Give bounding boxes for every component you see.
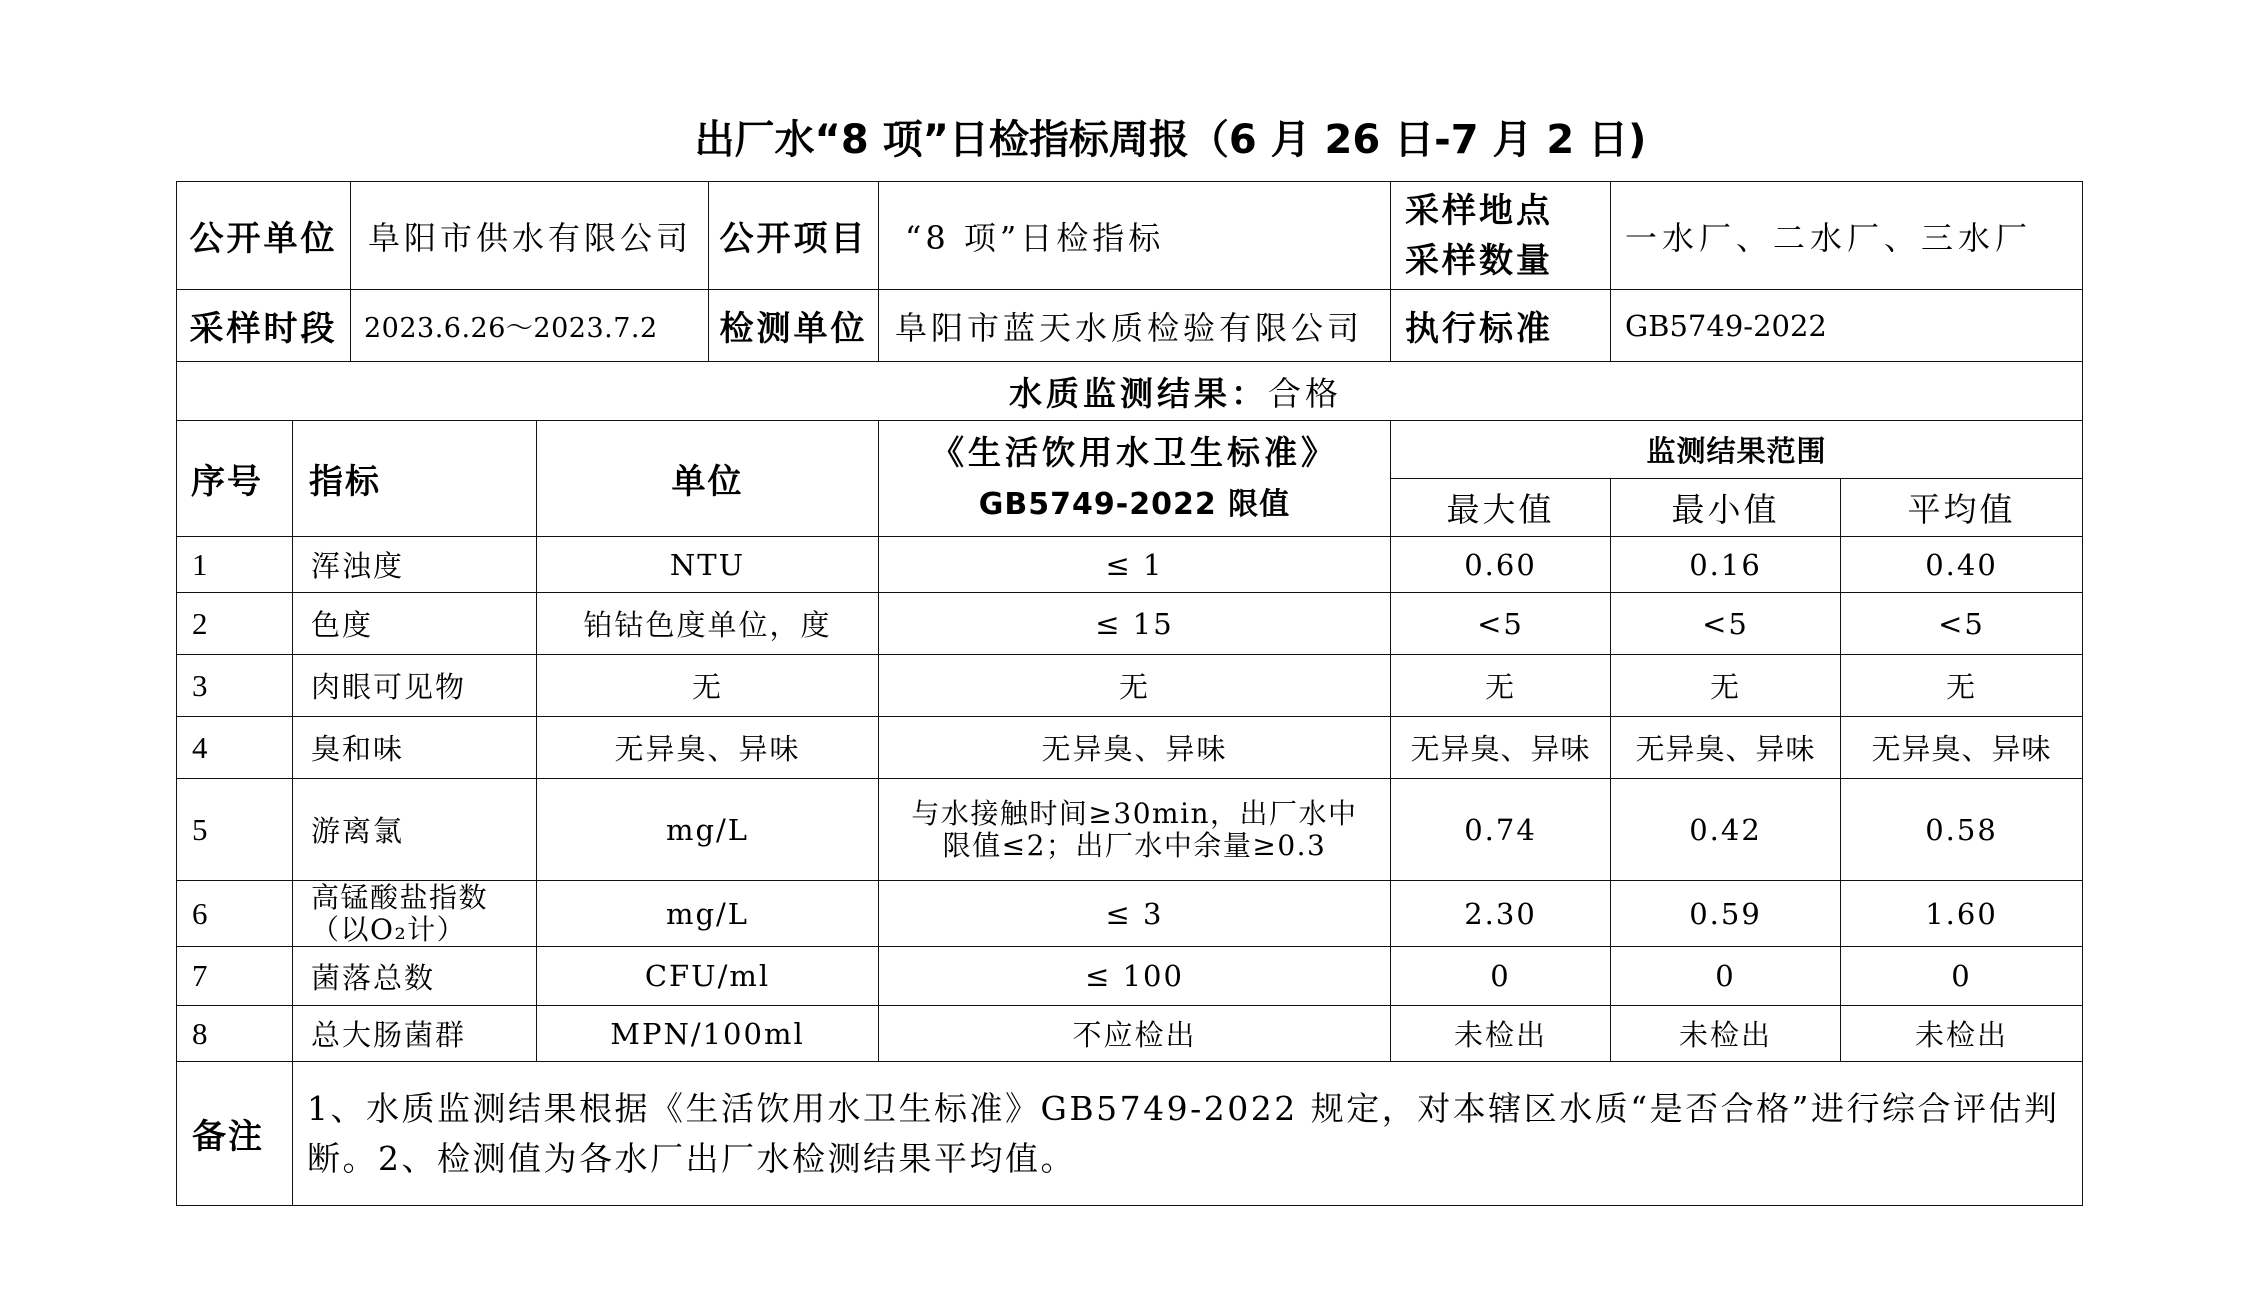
row-limit: ≤ 1 <box>879 537 1391 593</box>
row-avg: 1.60 <box>1841 881 2083 947</box>
header-avg: 平均值 <box>1841 479 2083 537</box>
row-indicator: 总大肠菌群 <box>293 1006 537 1062</box>
row-min: 0.42 <box>1611 779 1841 881</box>
count-label: 采样数量 <box>1405 240 1553 281</box>
row-min: 未检出 <box>1611 1006 1841 1062</box>
row-limit <box>879 779 1391 881</box>
standard-value: GB5749-2022 <box>1611 290 2083 362</box>
header-seq: 序号 <box>177 421 293 537</box>
row-indicator: 菌落总数 <box>293 947 537 1006</box>
row-unit: mg/L <box>537 779 879 881</box>
report-table <box>176 181 2083 1206</box>
row-unit: MPN/100ml <box>537 1006 879 1062</box>
row-min: 0 <box>1611 947 1841 1006</box>
row-max: <5 <box>1391 593 1611 655</box>
period-label: 采样时段 <box>177 290 351 362</box>
row-seq: 2 <box>177 593 293 655</box>
row-avg: 无 <box>1841 655 2083 717</box>
row-min: 0.59 <box>1611 881 1841 947</box>
row-limit-line: 限值≤2；出厂水中余量≥0.3 <box>942 828 1327 862</box>
publisher-value: 阜阳市供水有限公司 <box>351 182 709 290</box>
standard-label: 执行标准 <box>1391 290 1611 362</box>
site-value: 一水厂、二水厂、三水厂 <box>1611 182 2083 290</box>
row-limit: 无异臭、异味 <box>879 717 1391 779</box>
remark-text: 1、水质监测结果根据《生活饮用水卫生标准》GB5749-2022 规定，对本辖区水质“是否合格”进行综合评估判断。2、检测值为各水厂出厂水检测结果平均值。 <box>307 1088 2060 1178</box>
row-seq: 8 <box>177 1006 293 1062</box>
header-limit <box>879 421 1391 537</box>
page-title: 出厂水“8 项”日检指标周报（6 月 26 日-7 月 2 日) <box>694 117 1647 163</box>
lab-label: 检测单位 <box>709 290 879 362</box>
lab-value: 阜阳市蓝天水质检验有限公司 <box>879 290 1391 362</box>
row-avg: 0.58 <box>1841 779 2083 881</box>
row-unit: 铂钴色度单位，度 <box>537 593 879 655</box>
period-value: 2023.6.26～2023.7.2 <box>351 290 709 362</box>
row-unit: 无异臭、异味 <box>537 717 879 779</box>
row-limit: 无 <box>879 655 1391 717</box>
row-indicator: 浑浊度 <box>293 537 537 593</box>
row-max: 2.30 <box>1391 881 1611 947</box>
row-unit: 无 <box>537 655 879 717</box>
result-row <box>177 362 2083 421</box>
row-limit: ≤ 3 <box>879 881 1391 947</box>
remark-cell <box>293 1062 2083 1206</box>
row-unit: NTU <box>537 537 879 593</box>
row-limit-line: 与水接触时间≥30min，出厂水中 <box>911 796 1358 830</box>
row-seq: 5 <box>177 779 293 881</box>
row-avg: 未检出 <box>1841 1006 2083 1062</box>
row-indicator: 游离氯 <box>293 779 537 881</box>
remark-label: 备注 <box>177 1062 293 1206</box>
row-limit: 不应检出 <box>879 1006 1391 1062</box>
header-indicator: 指标 <box>293 421 537 537</box>
row-unit: CFU/ml <box>537 947 879 1006</box>
result-label: 水质监测结果： <box>1009 373 1268 413</box>
row-min: <5 <box>1611 593 1841 655</box>
row-indicator-line: 高锰酸盐指数 <box>311 881 489 914</box>
header-range: 监测结果范围 <box>1391 421 2083 479</box>
row-max: 未检出 <box>1391 1006 1611 1062</box>
header-limit-standard: 《生活饮用水卫生标准》 <box>931 432 1338 472</box>
row-avg: 0 <box>1841 947 2083 1006</box>
row-min: 无 <box>1611 655 1841 717</box>
header-min: 最小值 <box>1611 479 1841 537</box>
row-limit: ≤ 15 <box>879 593 1391 655</box>
result-value: 合格 <box>1268 373 1342 413</box>
row-max: 0.74 <box>1391 779 1611 881</box>
header-unit: 单位 <box>537 421 879 537</box>
row-avg: 0.40 <box>1841 537 2083 593</box>
row-indicator-line: （以O₂计） <box>311 912 467 946</box>
row-indicator: 色度 <box>293 593 537 655</box>
row-indicator: 臭和味 <box>293 717 537 779</box>
row-min: 无异臭、异味 <box>1611 717 1841 779</box>
header-limit-code: GB5749-2022 限值 <box>978 486 1291 522</box>
row-max: 无 <box>1391 655 1611 717</box>
item-value: “8 项”日检指标 <box>879 182 1391 290</box>
site-label: 采样地点 <box>1405 190 1553 231</box>
row-seq: 3 <box>177 655 293 717</box>
row-avg: 无异臭、异味 <box>1841 717 2083 779</box>
row-indicator: 肉眼可见物 <box>293 655 537 717</box>
row-seq: 7 <box>177 947 293 1006</box>
item-label: 公开项目 <box>709 182 879 290</box>
row-limit: ≤ 100 <box>879 947 1391 1006</box>
row-avg: <5 <box>1841 593 2083 655</box>
row-indicator <box>293 881 537 947</box>
row-max: 0.60 <box>1391 537 1611 593</box>
row-min: 0.16 <box>1611 537 1841 593</box>
row-seq: 6 <box>177 881 293 947</box>
publisher-label: 公开单位 <box>177 182 351 290</box>
header-max: 最大值 <box>1391 479 1611 537</box>
site-count-label <box>1391 182 1611 290</box>
row-unit: mg/L <box>537 881 879 947</box>
row-seq: 4 <box>177 717 293 779</box>
row-max: 0 <box>1391 947 1611 1006</box>
row-seq: 1 <box>177 537 293 593</box>
row-max: 无异臭、异味 <box>1391 717 1611 779</box>
